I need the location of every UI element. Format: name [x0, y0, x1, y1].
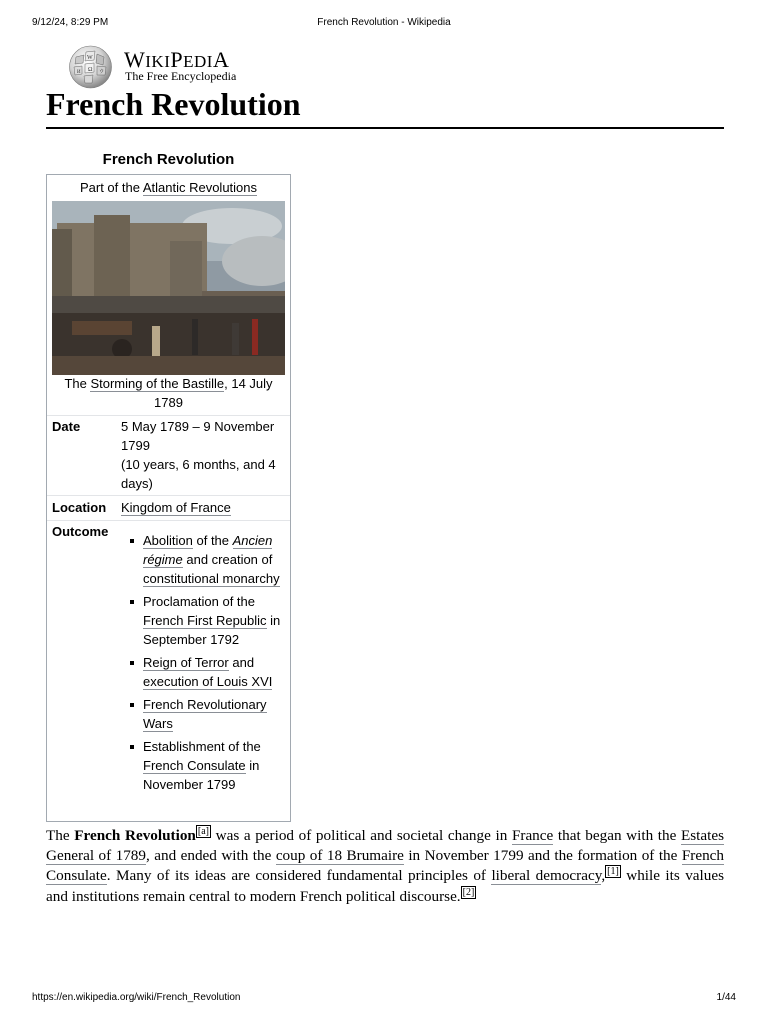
footnote-a-label: [a]: [197, 826, 209, 837]
wordmark-iki: IKI: [145, 52, 171, 71]
page-title: French Revolution: [46, 86, 301, 122]
outcome-text: and creation of: [182, 552, 273, 567]
outcome-text: in September 1792: [143, 613, 281, 647]
lead-paragraph: [46, 825, 724, 907]
title-divider: [46, 127, 724, 129]
infobox-part-of: [47, 178, 290, 197]
outcome-label: Outcome: [52, 524, 109, 539]
lead-text: ,: [601, 867, 606, 885]
outcome-text: Establishment of the: [143, 739, 261, 754]
footnote-1-label: [1]: [607, 866, 619, 878]
infobox-divider: [47, 520, 290, 521]
infobox-caption: French Revolution: [102, 151, 235, 168]
infobox: [46, 174, 291, 822]
lead-bold-term: French Revolution: [74, 827, 196, 845]
location-value: [121, 498, 284, 517]
ancien-regime-link[interactable]: Ancien régime: [143, 533, 273, 567]
lead-text: . Many of its ideas are considered fundamental principles of: [106, 867, 492, 885]
infobox-divider: [47, 495, 290, 496]
image-caption-suffix: , 14 July 1789: [154, 376, 273, 410]
date-range: 5 May 1789 – 9 November 1799: [121, 419, 275, 453]
liberal-democracy-link[interactable]: liberal democracy: [491, 867, 602, 885]
list-item: [121, 695, 286, 733]
lead-text: was a period of political and societal change in: [210, 827, 512, 845]
print-header: [32, 17, 736, 31]
storming-of-bastille-image[interactable]: [52, 201, 285, 375]
wikipedia-globe-icon: [66, 43, 115, 89]
date-value: [121, 417, 284, 493]
location-label: Location: [52, 500, 107, 515]
image-caption-prefix: The: [64, 376, 91, 391]
outcome-list: [121, 531, 286, 798]
kingdom-of-france-link[interactable]: Kingdom of France: [121, 500, 231, 515]
print-footer: [32, 992, 736, 1006]
outcome-text: in November 1799: [143, 758, 260, 792]
storming-of-bastille-link[interactable]: Storming of the Bastille: [90, 376, 225, 391]
lead-text: The: [46, 827, 75, 845]
lead-text: that began with the: [553, 827, 681, 845]
print-page-title: French Revolution - Wikipedia: [317, 17, 451, 28]
lead-text: , and ended with the: [146, 846, 276, 864]
abolition-link[interactable]: Abolition: [143, 533, 193, 548]
wordmark-p: P: [170, 47, 184, 72]
french-consulate-lead-link[interactable]: French Consulate: [46, 846, 725, 885]
infobox-image-caption: [51, 374, 286, 412]
footnote-2-label: [2]: [462, 886, 475, 898]
outcome-text: of the: [192, 533, 233, 548]
estates-general-link[interactable]: Estates General of 1789: [46, 827, 725, 864]
constitutional-monarchy-link[interactable]: constitutional monarchy: [143, 571, 280, 586]
list-item: [121, 592, 286, 649]
footnote-1[interactable]: [605, 866, 621, 877]
wordmark-a: A: [212, 47, 230, 72]
french-consulate-link[interactable]: French Consulate: [143, 758, 246, 773]
list-item: [121, 653, 286, 691]
reign-of-terror-link[interactable]: Reign of Terror: [143, 655, 229, 670]
part-of-prefix: Part of the: [79, 180, 143, 195]
footnote-2[interactable]: [461, 887, 477, 898]
date-duration: (10 years, 6 months, and 4 days): [121, 457, 276, 491]
infobox-divider: [47, 415, 290, 416]
wordmark-w: W: [124, 47, 146, 72]
print-page-count: 1/44: [716, 992, 736, 1003]
print-date: 9/12/24, 8:29 PM: [32, 17, 109, 28]
svg-text:ウ: ウ: [99, 70, 105, 75]
date-label: Date: [52, 419, 81, 434]
french-first-republic-link[interactable]: French First Republic: [143, 613, 267, 628]
coup-of-18-brumaire-link[interactable]: coup of 18 Brumaire: [275, 846, 404, 864]
french-revolutionary-wars-link[interactable]: French Revolutionary Wars: [143, 697, 267, 731]
atlantic-revolutions-link[interactable]: Atlantic Revolutions: [142, 180, 258, 195]
list-item: [121, 531, 286, 588]
lead-text: in November 1799 and the formation of the: [403, 846, 682, 864]
print-url: https://en.wikipedia.org/wiki/French_Revolution: [32, 992, 241, 1003]
svg-text:W: W: [87, 55, 93, 61]
footnote-a[interactable]: [196, 826, 211, 837]
lead-text: while its values and institutions remain central to modern French political discourse.: [46, 867, 725, 905]
wordmark-edi: EDI: [183, 52, 213, 71]
outcome-text: Proclamation of the: [143, 594, 256, 609]
list-item: [121, 737, 286, 794]
outcome-text: and: [228, 655, 255, 670]
france-link[interactable]: France: [511, 827, 554, 845]
svg-text:И: И: [77, 70, 81, 75]
execution-of-louis-xvi-link[interactable]: execution of Louis XVI: [143, 674, 273, 689]
wikipedia-tagline: The Free Encyclopedia: [125, 69, 237, 83]
svg-text:Ω: Ω: [88, 67, 93, 73]
wikipedia-logo[interactable]: [66, 43, 256, 89]
